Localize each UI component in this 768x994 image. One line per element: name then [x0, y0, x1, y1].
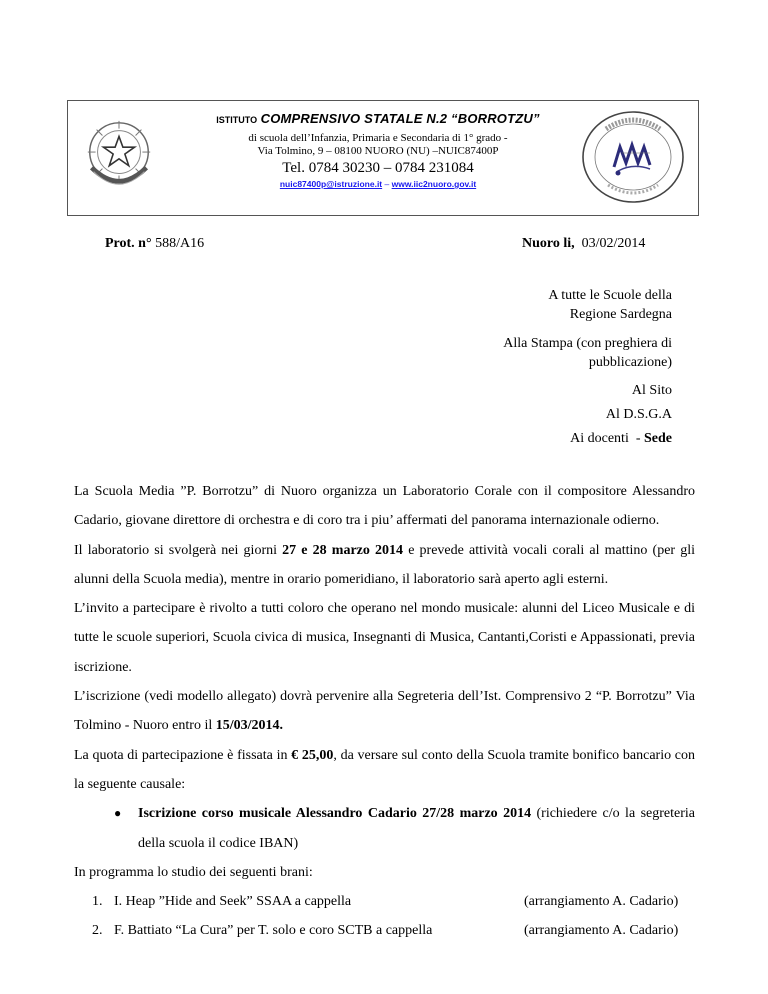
- school-name: ISTITUTO COMPRENSIVO STATALE N.2 “BORROTZU”: [216, 111, 540, 126]
- email-link[interactable]: nuic87400p@istruzione.it: [279, 179, 383, 189]
- website-link[interactable]: www.iic2nuoro.gov.it: [391, 179, 477, 189]
- letterhead: [67, 100, 699, 216]
- bullet-icon: ●: [114, 806, 122, 821]
- school-address: Via Tolmino, 9 – 08100 NUORO (NU) –NUIC87400P: [257, 145, 499, 157]
- paragraph-invitation: L’invito a partecipare è rivolto a tutti coloro che operano nel mondo musicale: alunni del Liceo Musicale e di tutte le scuole superiori, Scuola civica di musica, Insegnanti di Musica, Cantanti,Coristi e Appassionati, previa iscrizione.: [74, 601, 695, 675]
- paragraph-intro: La Scuola Media ”P. Borrotzu” di Nuoro organizza un Laboratorio Corale con il compositore Alessandro Cadario, giovane direttore di orchestra e di coro tra i piu’ affermati del panorama internazionale odierno.: [74, 484, 695, 529]
- letter-body: [74, 477, 695, 946]
- addressee-schools: A tutte le Scuole della Regione Sardegna: [548, 288, 672, 322]
- school-logo-icon: [578, 107, 688, 207]
- letterhead-text: [188, 109, 568, 189]
- paragraph-fee: La quota di partecipazione è fissata in € 25,00, da versare sul conto della Scuola tramite bonifico bancario con la seguente causale:: [74, 747, 695, 792]
- addressee-site: Al Sito: [631, 383, 672, 398]
- paragraph-registration: L’iscrizione (vedi modello allegato) dovrà pervenire alla Segreteria dell’Ist. Comprensivo 2 “P. Borrotzu” Via Tolmino - Nuoro entro il 15/03/2014.: [74, 689, 695, 734]
- italian-republic-emblem-icon: [80, 115, 158, 193]
- payment-reason-bullet: ● Iscrizione corso musicale Alessandro Cadario 27/28 marzo 2014 (richiedere c/o la segreteria della scuola il codice IBAN): [74, 799, 695, 858]
- paragraph-dates: Il laboratorio si svolgerà nei giorni 27 e 28 marzo 2014 e prevede attività vocali corali al mattino (per gli alunni della Scuola media), mentre in orario pomeridiano, il laboratorio sarà aperto agli esterni.: [74, 542, 695, 587]
- addressee-dsga: Al D.S.G.A: [605, 407, 672, 422]
- protocol-number: Prot. n° 588/A16: [105, 236, 205, 251]
- school-type-line: di scuola dell’Infanzia, Primaria e Secondaria di 1° grado -: [248, 132, 508, 144]
- program-intro: In programma lo studio dei seguenti brani:: [74, 864, 313, 880]
- school-telephone: Tel. 0784 30230 – 0784 231084: [282, 160, 474, 176]
- letter-date: Nuoro li, 03/02/2014: [522, 236, 646, 251]
- addressee-press: Alla Stampa (con preghiera di pubblicazione): [503, 336, 672, 370]
- school-contacts: [188, 179, 568, 189]
- addressee-teachers: Ai docenti - Sede: [570, 431, 672, 446]
- program-item: 1. I. Heap ”Hide and Seek” SSAA a cappella (arrangiamento A. Cadario): [92, 894, 679, 910]
- program-item: 2. F. Battiato “La Cura” per T. solo e coro SCTB a cappella (arrangiamento A. Cadario): [92, 923, 679, 939]
- contact-separator: –: [384, 179, 390, 189]
